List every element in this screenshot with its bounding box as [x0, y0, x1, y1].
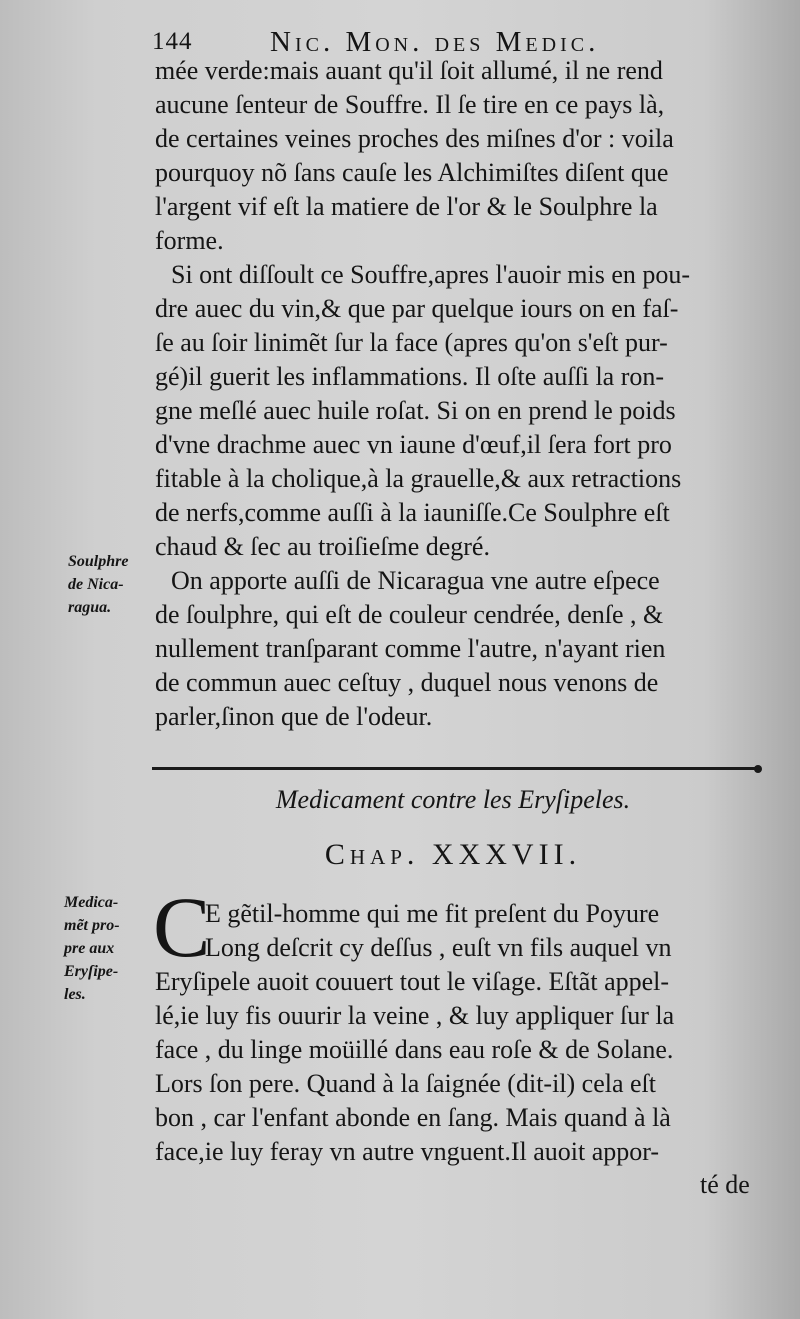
catchword: té de [700, 1170, 750, 1199]
text-line: On apporte auſſi de Nicaragua vne autre eſpece [171, 566, 660, 595]
text-line: Si ont diſſoult ce Souffre,apres l'auoir mis en pou- [171, 260, 691, 289]
margin-note-line: Eryſipe- [64, 963, 119, 980]
text-line: Long deſcrit cy deſſus , euſt vn fils auquel vn [205, 933, 672, 962]
text-line: face,ie luy feray vn autre vnguent.Il auoit appor- [155, 1137, 660, 1166]
margin-note-line: Medica- [64, 894, 119, 911]
drop-cap-lines [205, 897, 765, 965]
text-line: lé,ie luy fis ouurir la veine , & luy appliquer ſur la [155, 1001, 675, 1030]
text-line: nullement tranſparant comme l'autre, n'ayant rien [155, 634, 666, 663]
text-line: bon , car l'enfant abonde en ſang. Mais quand à là [155, 1103, 671, 1132]
text-line: de certaines veines proches des miſnes d'or : voila [155, 124, 674, 153]
text-line: pourquoy nõ ſans cauſe les Alchimiſtes diſent que [155, 158, 669, 187]
ornamental-rule [152, 765, 758, 773]
text-line: parler,ſinon que de l'odeur. [155, 702, 433, 731]
margin-note-line: de Nica- [68, 576, 124, 593]
text-line: E gẽtil-homme qui me fit preſent du Poyure [205, 899, 660, 928]
paragraph-2 [155, 258, 765, 564]
main-text-block [155, 54, 765, 734]
text-line: de commun auec ceſtuy , duquel nous venons de [155, 668, 659, 697]
paragraph-1 [155, 54, 765, 258]
text-line: gé)il guerit les inflammations. Il oſte auſſi la ron- [155, 362, 665, 391]
text-line: ſe au ſoir linimẽt ſur la face (apres qu'on s'eſt pur- [155, 328, 668, 357]
margin-note-nicaragua [68, 550, 168, 619]
text-line: face , du linge moüillé dans eau roſe & de Solane. [155, 1035, 674, 1064]
text-line: Eryſipele auoit couuert tout le viſage. Eſtãt appel- [155, 967, 670, 996]
margin-note-line: les. [64, 986, 86, 1003]
page-number: 144 [152, 28, 193, 55]
text-line: d'vne drachme auec vn iaune d'œuf,il ſera fort pro [155, 430, 672, 459]
chapter-body [155, 965, 765, 1169]
text-line: forme. [155, 226, 224, 255]
text-line: Lors ſon pere. Quand à la ſaignée (dit-il) cela eſt [155, 1069, 657, 1098]
chapter-number: Chap. XXXVII. [324, 838, 582, 871]
text-line: chaud & ſec au troiſieſme degré. [155, 532, 490, 561]
text-line: aucune ſenteur de Souffre. Il ſe tire en ce pays là, [155, 90, 665, 119]
paragraph-3 [155, 564, 765, 734]
text-line: fitable à la cholique,à la grauelle,& aux retractions [155, 464, 682, 493]
margin-note-erysipeles [64, 891, 164, 1006]
text-line: mée verde:mais auant qu'il ſoit allumé, il ne rend [155, 56, 663, 85]
running-head: Nic. Mon. des Medic. [270, 26, 600, 58]
margin-note-line: pre aux [64, 940, 115, 957]
text-line: de ſoulphre, qui eſt de couleur cendrée, denſe , & [155, 600, 664, 629]
margin-note-line: ragua. [68, 599, 112, 616]
margin-note-line: Soulphre [68, 553, 129, 570]
chapter-title: Medicament contre les Eryſipeles. [275, 785, 631, 814]
text-line: l'argent vif eſt la matiere de l'or & le Soulphre la [155, 192, 658, 221]
rule-bar [152, 767, 758, 770]
margin-note-line: mẽt pro- [64, 917, 120, 934]
drop-cap: C [153, 879, 211, 975]
text-line: de nerfs,comme auſſi à la iauniſſe.Ce Soulphre eſt [155, 498, 670, 527]
text-line: gne meſlé auec huile roſat. Si on en prend le poids [155, 396, 676, 425]
rule-end-dot [754, 765, 762, 773]
text-line: dre auec du vin,& que par quelque iours on en faſ- [155, 294, 679, 323]
